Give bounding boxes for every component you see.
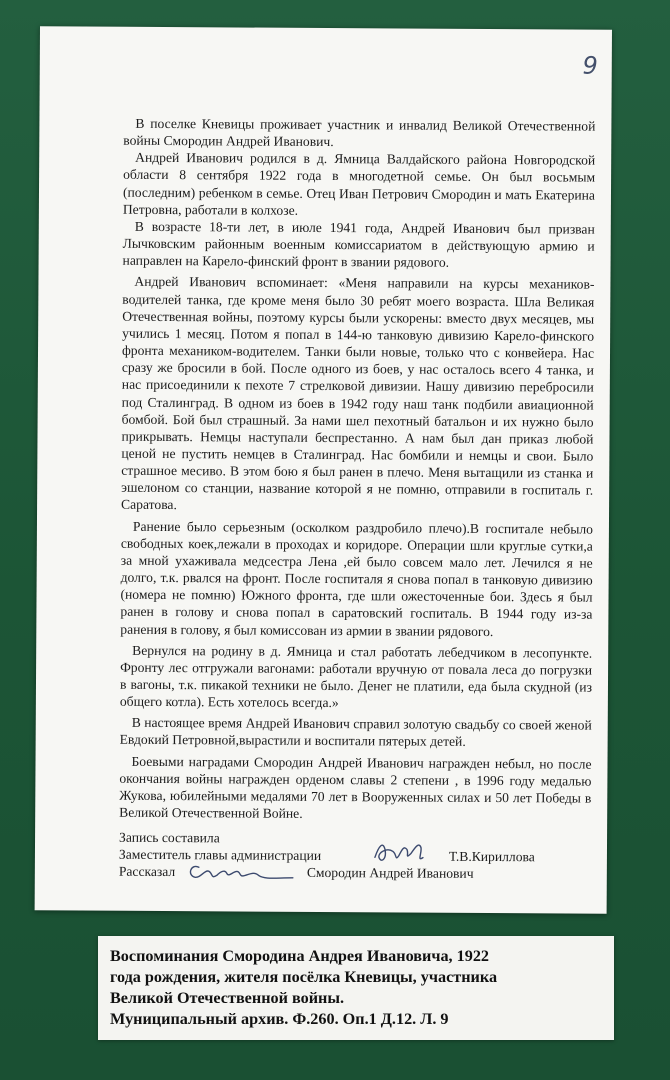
paragraph-memories: Андрей Иванович вспоминает: «Меня направили на курсы механиков-водителей танка, где кроме меня было 30 ребят моего возраста. Шла Великая Отечественная войны, поэтому курсы были ускорены: вместо двух месяцев, мы учились 1 месяц. Потом я попал в 144-ю танковую дивизию Карело-финского фронта механиком-водителем. Танки были новые, только что с конвейера. Нас сразу же бросили в бой. После одного из боев, у нас осталось всего 4 танка, и нас присоединили к пехоте 7 стрелковой дивизии. Нашу дивизию перебросили под Сталинград. В одном из боев в 1942 году наш танк подбили авиационной бомбой. Бой был страшный. За нами шел пехотный батальон и их нужно было прикрывать. Немцы наступали беспрестанно. А нам был дан приказ любой ценой не пустить немцев в Сталинград. Нас бомбили и немцы и свои. Было страшное месиво. В этом бою я был ранен в плечо. Меня вытащили из станка и эшелоном со станции, название которой я не помню, отправили в госпиталь г. Саратова. [121,274,595,513]
handwritten-page-number: 9 [582,51,598,80]
paragraph-intro: В поселке Кневицы проживает участник и инвалид Великой Отечественной войны Смородин Андрей Иванович. [123,115,596,150]
caption-text [110,946,610,1030]
paragraph-present: В настоящее время Андрей Иванович справил золотую свадьбу со своей женой Евдокий Петровной,вырастили и воспитали пятерых детей. [119,715,592,750]
narrator-name: Смородин Андрей Иванович [306,865,474,882]
paragraph-birth: Андрей Иванович родился в д. Ямница Валдайского района Новгородской области 8 сентября 1922 года в многодетной семье. Он был восьмым (последним) ребенком в семье. Отец Иван Петрович Смородин и мать Екатерина Петровна, работали в колхозе. [122,150,596,218]
deputy-title: Заместитель главы администрации [118,846,322,864]
narrator-signature [185,858,297,887]
paragraph-awards: Боевыми наградами Смородин Андрей Иванович награжден небыл, но после окончания войны награжден орденом славы 2 степени , в 1996 году медалью Жукова, юбилейными медалями 70 лет в Вооруженных силах и 50 лет Победы в Великой Отечественной Войне. [119,753,592,821]
caption-line-3: Великой Отечественной войны. [110,989,345,1007]
narrator-line [119,863,591,883]
archive-caption-label [98,936,614,1040]
caption-line-4: Муниципальный архив. Ф.260. Оп.1 Д.12. Л. 9 [110,1010,449,1028]
caption-line-2: года рождения, жителя посёлка Кневицы, участника [110,968,498,986]
record-label: Запись составила [119,829,220,846]
document-sheet [35,26,612,913]
signature-block [119,829,591,883]
paragraph-wound: Ранение было серьезным (осколком раздробило плечо).В госпитале небыло свободных коек,лежали в проходах и коридоре. Операции шли круглые сутки,а за мной ухаживала медсестра Лена ,ей было совсем мало лет. Лечился я не долго, т.к. рвался на фронт. После госпиталя я снова попал в танковую дивизию (номера не помню) Южного фронта, где шли ожесточенные бои. Здесь я был ранен в голову и снова попал в саратовский госпиталь. В 1944 году из-за ранения в голову, я был комиссован из армии в звании рядового. [120,518,593,639]
deputy-name: Т.В.Кириллова [448,848,535,865]
document-body [119,115,595,824]
told-label: Рассказал [118,864,176,880]
paragraph-conscription: В возрасте 18-ти лет, в июле 1941 года, Андрей Иванович был призван Лычковским районным военным комиссариатом в действующую армию и направлен на Карело-финский фронт в звании рядового. [122,218,595,271]
paragraph-return: Вернулся на родину в д. Ямница и стал работать лебедчиком в лесопункте. Фронту лес отгружали вагонами: работали вручную от повала леса до погрузки в вагоны, т.к. пикакой техники не было. Денег не платили, еда была скудной (из общего котла). Есть хотелось всегда.» [119,642,593,711]
caption-line-1: Воспоминания Смородина Андрея Ивановича, 1922 [110,947,490,965]
